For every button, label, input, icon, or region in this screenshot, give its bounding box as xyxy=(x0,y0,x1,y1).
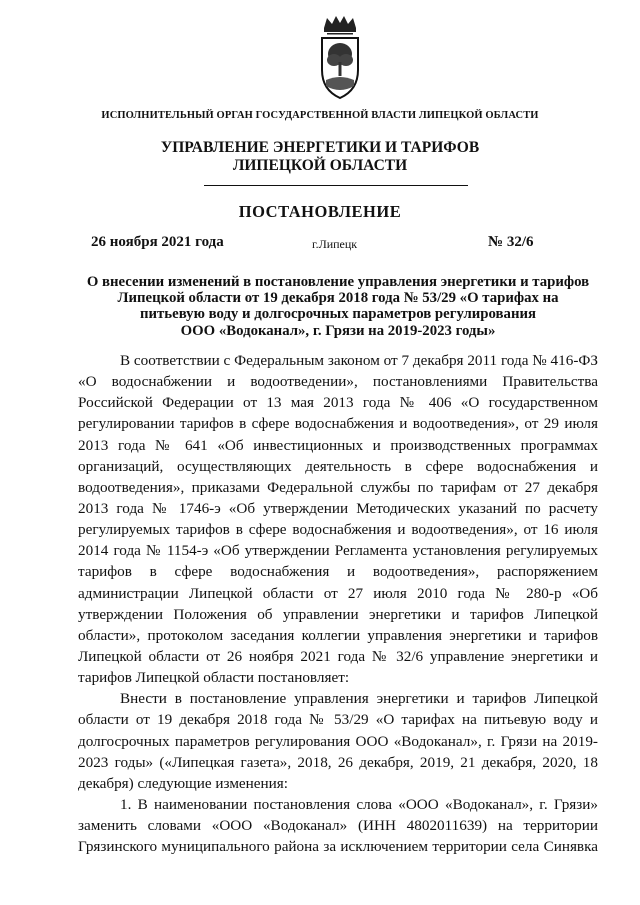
title-line: Липецкой области от 19 декабря 2018 года № 53/29 «О тарифах на xyxy=(117,290,559,307)
org-line: ИСПОЛНИТЕЛЬНЫЙ ОРГАН ГОСУДАРСТВЕННОЙ ВЛАСТИ ЛИПЕЦКОЙ ОБЛАСТИ xyxy=(101,110,539,121)
body-line: декабря) следующие изменения: xyxy=(78,774,288,792)
body-line: заменить словами «ООО «Водоканал» (ИНН 4802011639) на территории xyxy=(78,817,598,835)
body-line: утверждении Положения об управлении энергетики и тарифов Липецкой xyxy=(78,605,598,623)
body-line: 2014 года № 1154-э «Об утверждении Регламента установления регулируемых xyxy=(78,542,598,560)
body-line: администрации Липецкой области от 27 июля 2010 года № 280-р «Об xyxy=(78,584,598,602)
document-date: 26 ноября 2021 года xyxy=(91,234,224,250)
title-line: питьевую воду и долгосрочных параметров регулирования xyxy=(139,306,537,323)
document-number: № 32/6 xyxy=(488,234,534,250)
header-divider xyxy=(204,185,468,186)
department-name xyxy=(0,139,640,175)
body-line: тарифов Липецкой области постановляет: xyxy=(78,669,350,687)
document-title xyxy=(78,274,598,339)
body-line: тарифов в сфере водоснабжения и водоотведения», распоряжением xyxy=(78,563,598,581)
body-line: долгосрочных параметров регулирования ООО «Водоканал», г. Грязи на 2019- xyxy=(78,732,598,750)
body-line: 2023 годы» («Липецкая газета», 2018, 26 декабря, 2019, 21 декабря, 2020, 18 xyxy=(78,753,598,771)
body-line: регулировании тарифов в сфере водоснабжения и водоотведения», от 29 июля xyxy=(78,415,598,433)
body-line: области от 19 декабря 2018 года № 53/29 «О тарифах на питьевую воду и xyxy=(78,711,598,729)
document-type: ПОСТАНОВЛЕНИЕ xyxy=(238,202,402,221)
department-line-2: ЛИПЕЦКОЙ ОБЛАСТИ xyxy=(232,157,408,174)
body-line: Липецкой области от 26 ноября 2021 года № 32/6 управление энергетики и xyxy=(78,647,598,665)
body-line: «О водоснабжении и водоотведении», постановлениями Правительства xyxy=(78,373,598,391)
body-line: Внести в постановление управления энергетики и тарифов Липецкой xyxy=(120,690,598,708)
document-body xyxy=(78,350,598,857)
department-line-1: УПРАВЛЕНИЕ ЭНЕРГЕТИКИ И ТАРИФОВ xyxy=(160,139,480,156)
coat-of-arms-emblem xyxy=(318,14,362,100)
body-line: водоотведения», приказами Федеральной службы по тарифам от 27 декабря xyxy=(78,478,598,496)
title-line: ООО «Водоканал», г. Грязи на 2019-2023 годы» xyxy=(180,322,496,339)
body-line: Российской Федерации от 13 мая 2013 года № 406 «О государственном xyxy=(78,394,598,412)
document-city: г.Липецк xyxy=(312,237,358,251)
body-line: 2013 года № 641 «Об инвестиционных и производственных программах xyxy=(78,436,598,454)
body-line: 2013 года № 1746-э «Об утверждении Методических указаний по расчету xyxy=(78,499,598,517)
body-line: регулируемых тарифов в сфере водоснабжения и водоотведения», от 16 июля xyxy=(78,521,598,539)
body-line: области», протоколом заседания коллегии управления энергетики и тарифов xyxy=(78,626,598,644)
body-line: В соответствии с Федеральным законом от 7 декабря 2011 года № 416-ФЗ xyxy=(120,352,598,369)
body-line: 1. В наименовании постановления слова «ООО «Водоканал», г. Грязи» xyxy=(120,795,598,813)
body-line: Грязинского муниципального района за исключением территории села Синявка xyxy=(78,838,598,856)
title-line: О внесении изменений в постановление управления энергетики и тарифов xyxy=(86,274,590,290)
body-line: организаций, осуществляющих деятельность в сфере водоснабжения и xyxy=(78,457,598,475)
